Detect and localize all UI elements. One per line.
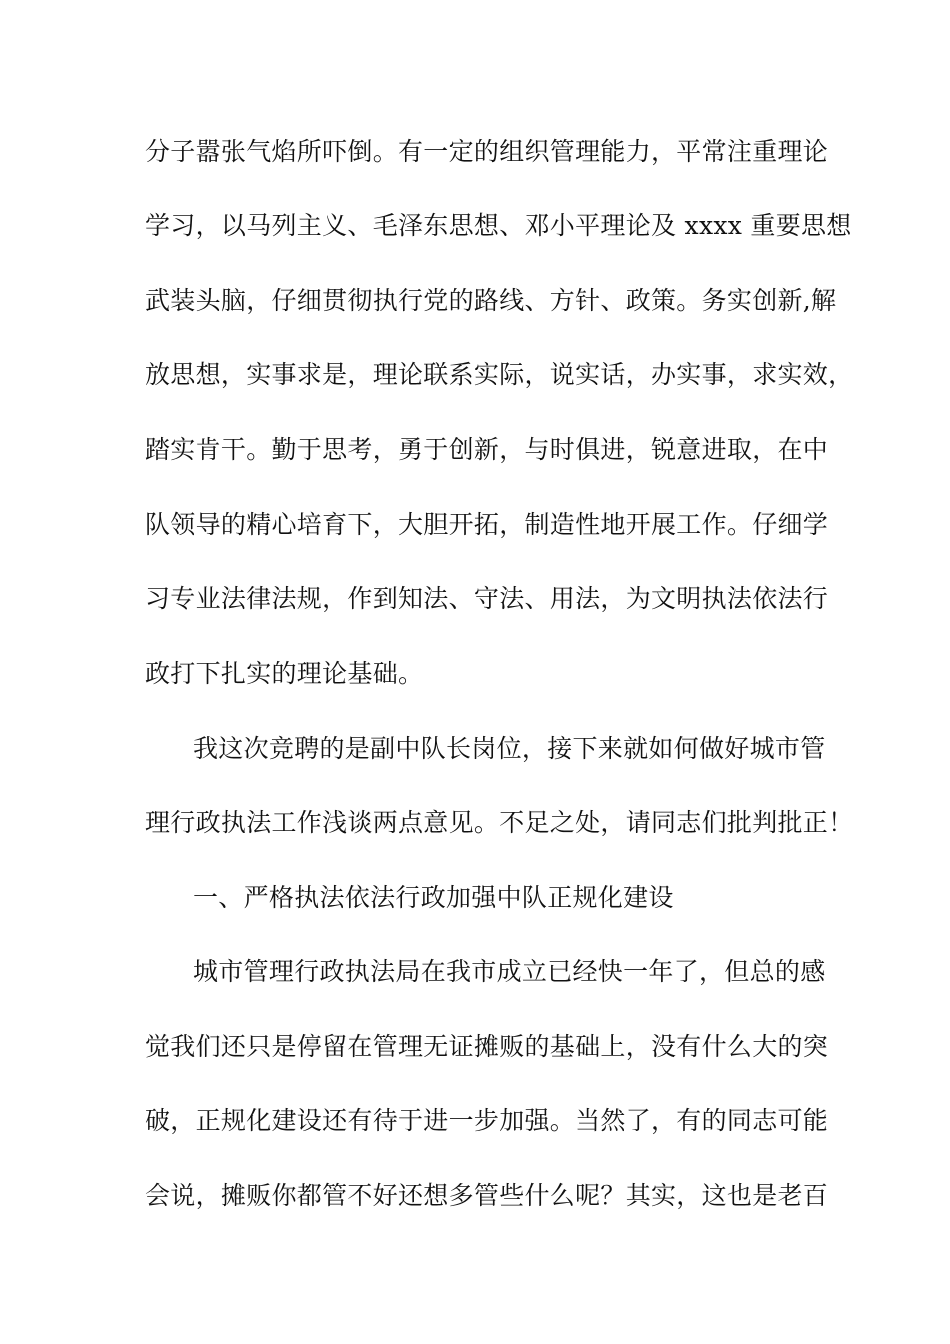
text-line: 破，正规化建设还有待于进一步加强。当然了，有的同志可能 — [145, 1106, 829, 1135]
text-line: 习专业法律法规，作到知法、守法、用法，为文明执法依法行 — [145, 584, 829, 613]
text-line: 放思想，实事求是，理论联系实际，说实话，办实事，求实效， — [145, 360, 854, 389]
paragraph-first-line: 我这次竞聘的是副中队长岗位，接下来就如何做好城市管 — [193, 734, 826, 763]
text-line: 学习，以马列主义、毛泽东思想、邓小平理论及 xxxx 重要思想 — [145, 211, 852, 240]
text-line: 分子嚣张气焰所吓倒。有一定的组织管理能力，平常注重理论 — [145, 137, 829, 166]
text-line: 踏实肯干。勤于思考，勇于创新，与时俱进，锐意进取，在中 — [145, 435, 829, 464]
text-line: 政打下扎实的理论基础。 — [145, 659, 424, 688]
text-line: 会说，摊贩你都管不好还想多管些什么呢？其实，这也是老百 — [145, 1181, 829, 1210]
text-line: 理行政执法工作浅谈两点意见。不足之处，请同志们批判批正！ — [145, 808, 854, 837]
paragraph-first-line: 城市管理行政执法局在我市成立已经快一年了，但总的感 — [193, 957, 826, 986]
text-line: 武装头脑，仔细贯彻执行党的路线、方针、政策。务实创新,解 — [145, 286, 837, 315]
text-line: 队领导的精心培育下，大胆开拓，制造性地开展工作。仔细学 — [145, 510, 829, 539]
section-heading: 一、严格执法依法行政加强中队正规化建设 — [193, 883, 674, 912]
text-line: 觉我们还只是停留在管理无证摊贩的基础上，没有什么大的突 — [145, 1032, 829, 1061]
